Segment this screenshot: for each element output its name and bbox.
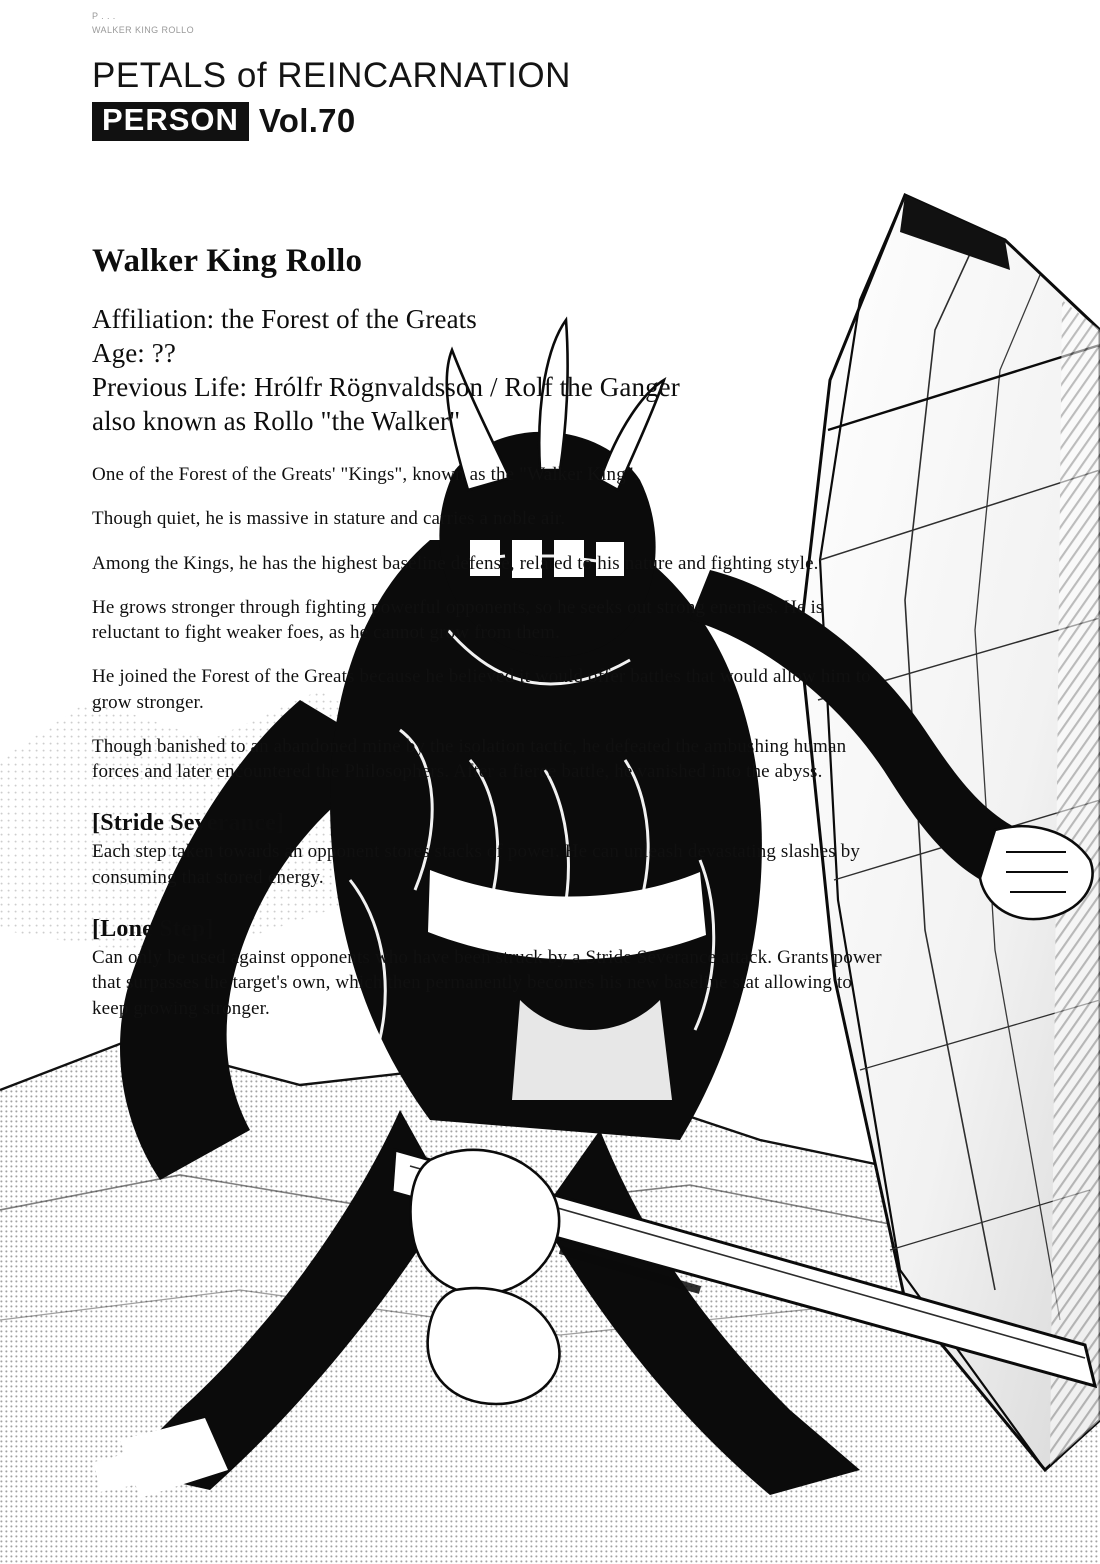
page-header — [92, 56, 571, 141]
skill-description-stride-severance: Each step taken towards an opponent stores stacks of power. He can unleash devastating slashes by consuming that stored energy. — [92, 841, 861, 888]
stat-affiliation: Affiliation: the Forest of the Greats — [92, 304, 477, 334]
corner-mark-2: WALKER KING ROLLO — [92, 24, 194, 35]
description-paragraph-4: He grows stronger through fighting powerful opponents, so he seeks out strong enemies. He is reluctant to fight weaker foes, as he cannot grow from them. — [92, 596, 824, 644]
stat-alias: also known as Rollo "the Walker" — [92, 406, 461, 437]
corner-marks — [92, 10, 194, 37]
skill-title-stride-severance: [Stride Severance] — [92, 810, 285, 837]
description-paragraph-5: He joined the Forest of the Greats because he believed it would offer battles that would allow him to grow stronger. — [92, 666, 871, 713]
skill-description-lone-step: Can only be used against opponents who have been struck by a Stride Severance attack. Grants power that surpasses the target's own, which then permanently becomes his new baseline stat allowing to keep growing stronger. — [92, 946, 882, 1019]
series-title: PETALS of REINCARNATION — [92, 56, 571, 95]
description-paragraph-3: Among the Kings, he has the highest baseline defense, related to his nature and fighting style. — [92, 552, 819, 574]
description-paragraph-1: One of the Forest of the Greats' "Kings", known as the "Walker King". — [92, 464, 639, 486]
volume-label: Vol.70 — [258, 102, 356, 140]
description-paragraph-2: Though quiet, he is massive in stature and carries a noble air. — [92, 508, 566, 530]
subtitle-row — [92, 102, 571, 141]
character-name: Walker King Rollo — [92, 243, 363, 279]
profile-content — [92, 243, 882, 1025]
corner-mark-1: P . . . — [92, 11, 116, 21]
character-stats — [92, 302, 882, 438]
skill-title-lone-step: [Lone Step] — [92, 915, 214, 942]
person-badge: PERSON — [92, 102, 249, 141]
stat-previous-life: Previous Life: Hrólfr Rögnvaldsson / Rolf the Ganger — [92, 372, 680, 403]
stat-age: Age: ?? — [92, 338, 176, 369]
description-paragraph-6: Though banished to an abandoned mine by the isolation tactic, he defeated the ambushing human forces and later encountered the Philosophers. After a fierce battle, he vanished into the abyss. — [92, 735, 847, 783]
